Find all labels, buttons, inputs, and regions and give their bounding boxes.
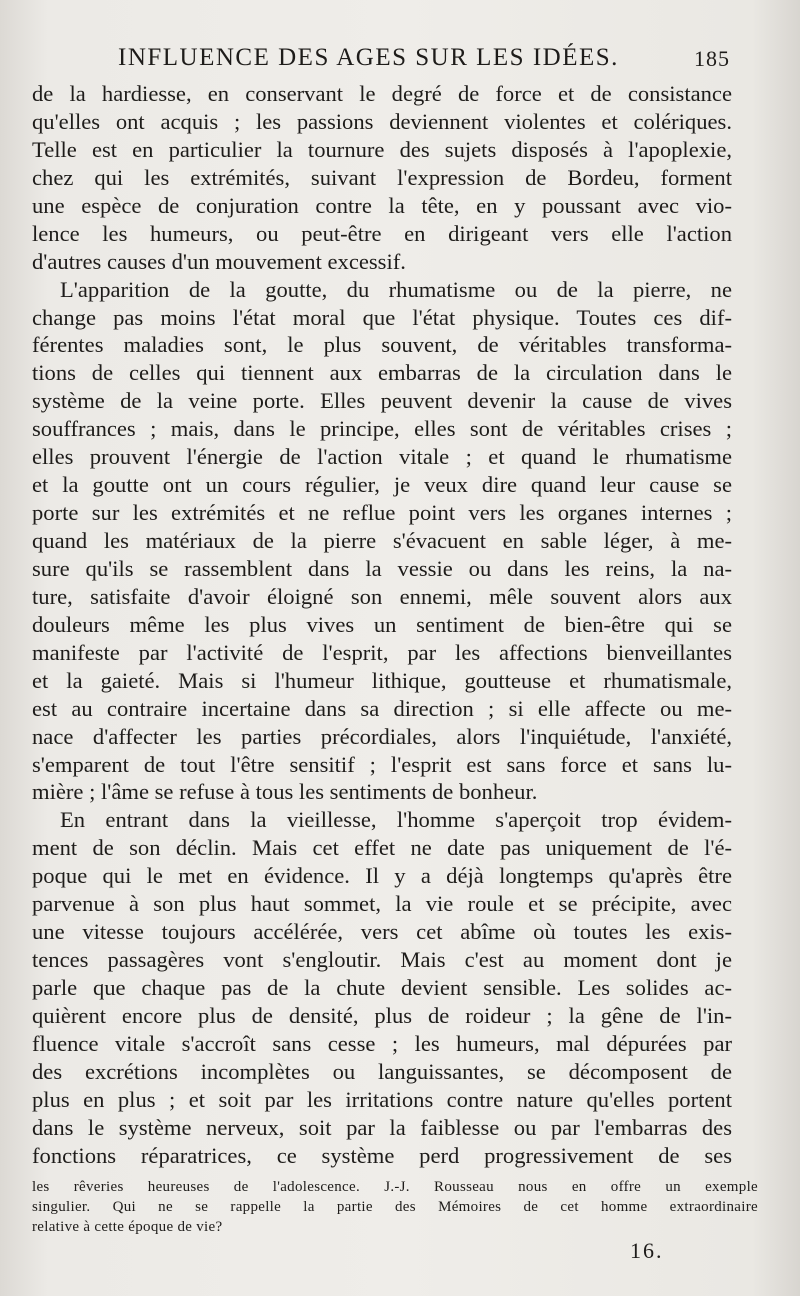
text-line: sure qu'ils se rassemblent dans la vessie ou dans les reins, la na-: [32, 555, 732, 581]
text-line: s'emparent de tout l'être sensitif ; l'esprit est sans force et sans lu-: [32, 751, 732, 777]
signature-mark: 16.: [630, 1238, 664, 1263]
text-line: qu'elles ont acquis ; les passions deviennent violentes et colériques.: [32, 108, 732, 134]
text-line: tences passagères vont s'engloutir. Mais c'est au moment dont je: [32, 947, 732, 973]
text-line: change pas moins l'état moral que l'état physique. Toutes ces dif-: [32, 304, 732, 330]
text-line: elles prouvent l'énergie de l'action vitale ; et quand le rhumatisme: [32, 444, 732, 470]
text-line: nace d'affecter les parties précordiales, alors l'inquiétude, l'anxiété,: [32, 723, 732, 749]
text-line: poque qui le met en évidence. Il y a déjà longtemps qu'après être: [32, 863, 732, 889]
text-line: et la goutte ont un cours régulier, je veux dire quand leur cause se: [32, 472, 732, 498]
text-line: douleurs même les plus vives un sentiment de bien-être qui se: [32, 611, 732, 637]
text-line: est au contraire incertaine dans sa direction ; si elle affecte ou me-: [32, 695, 732, 721]
page-number: 185: [694, 46, 730, 71]
text-line: férentes maladies sont, le plus souvent, de véritables transforma-: [32, 332, 732, 358]
footnote-line: relative à cette époque de vie?: [32, 1219, 223, 1235]
text-line: fonctions réparatrices, ce système perd progressivement de ses: [32, 1142, 732, 1168]
text-line: manifeste par l'activité de l'esprit, par les affections bienveillantes: [32, 639, 732, 665]
text-line: tions de celles qui tiennent aux embarras de la circulation dans le: [32, 360, 732, 386]
text-line: souffrances ; mais, dans le principe, elles sont de véritables crises ;: [32, 416, 732, 442]
footnote-line: les rêveries heureuses de l'adolescence. J.-J. Rousseau nous en offre un exemple: [32, 1179, 758, 1195]
text-line: ture, satisfaite d'avoir éloigné son ennemi, mêle souvent alors aux: [32, 583, 732, 609]
text-line: d'autres causes d'un mouvement excessif.: [32, 248, 406, 274]
footnote-line: singulier. Qui ne se rappelle la partie des Mémoires de cet homme extraordinaire: [32, 1199, 758, 1215]
text-line: une vitesse toujours accélérée, vers cet abîme où toutes les exis-: [32, 919, 732, 945]
text-line: parvenue à son plus haut sommet, la vie roule et se précipite, avec: [32, 891, 732, 917]
text-line: plus en plus ; et soit par les irritations contre nature qu'elles portent: [32, 1086, 732, 1112]
paragraph-start-line: En entrant dans la vieillesse, l'homme s'aperçoit trop évidem-: [60, 807, 732, 833]
paragraph-start-line: L'apparition de la goutte, du rhumatisme ou de la pierre, ne: [60, 276, 732, 302]
body-text: [32, 80, 732, 1170]
text-line: des excrétions incomplètes ou languissantes, se décomposent de: [32, 1058, 732, 1084]
text-line: dans le système nerveux, soit par la faiblesse ou par l'embarras des: [32, 1114, 732, 1140]
text-line: mière ; l'âme se refuse à tous les sentiments de bonheur.: [32, 779, 538, 805]
text-line: chez qui les extrémités, suivant l'expression de Bordeu, forment: [32, 164, 732, 190]
text-line: et la gaieté. Mais si l'humeur lithique, goutteuse et rhumatismale,: [32, 667, 732, 693]
text-line: de la hardiesse, en conservant le degré de force et de consistance: [32, 81, 732, 106]
running-title: INFLUENCE DES AGES SUR LES IDÉES.: [118, 44, 619, 71]
text-line: quièrent encore plus de densité, plus de roideur ; la gêne de l'in-: [32, 1002, 732, 1028]
text-line: une espèce de conjuration contre la tête, en y poussant avec vio-: [32, 192, 732, 218]
text-line: porte sur les extrémités et ne reflue point vers les organes internes ;: [32, 500, 732, 526]
text-line: ment de son déclin. Mais cet effet ne date pas uniquement de l'é-: [32, 835, 732, 861]
text-line: quand les matériaux de la pierre s'évacuent en sable léger, à me-: [32, 528, 732, 553]
text-line: parle que chaque pas de la chute devient sensible. Les solides ac-: [32, 975, 732, 1000]
text-line: Telle est en particulier la tournure des sujets disposés à l'apoplexie,: [32, 136, 732, 162]
footnote: [32, 1177, 758, 1237]
text-line: fluence vitale s'accroît sans cesse ; les humeurs, mal dépurées par: [32, 1030, 732, 1056]
text-line: lence les humeurs, ou peut-être en dirigeant vers elle l'action: [32, 220, 732, 246]
text-line: système de la veine porte. Elles peuvent devenir la cause de vives: [32, 388, 732, 414]
running-head: [118, 44, 730, 76]
